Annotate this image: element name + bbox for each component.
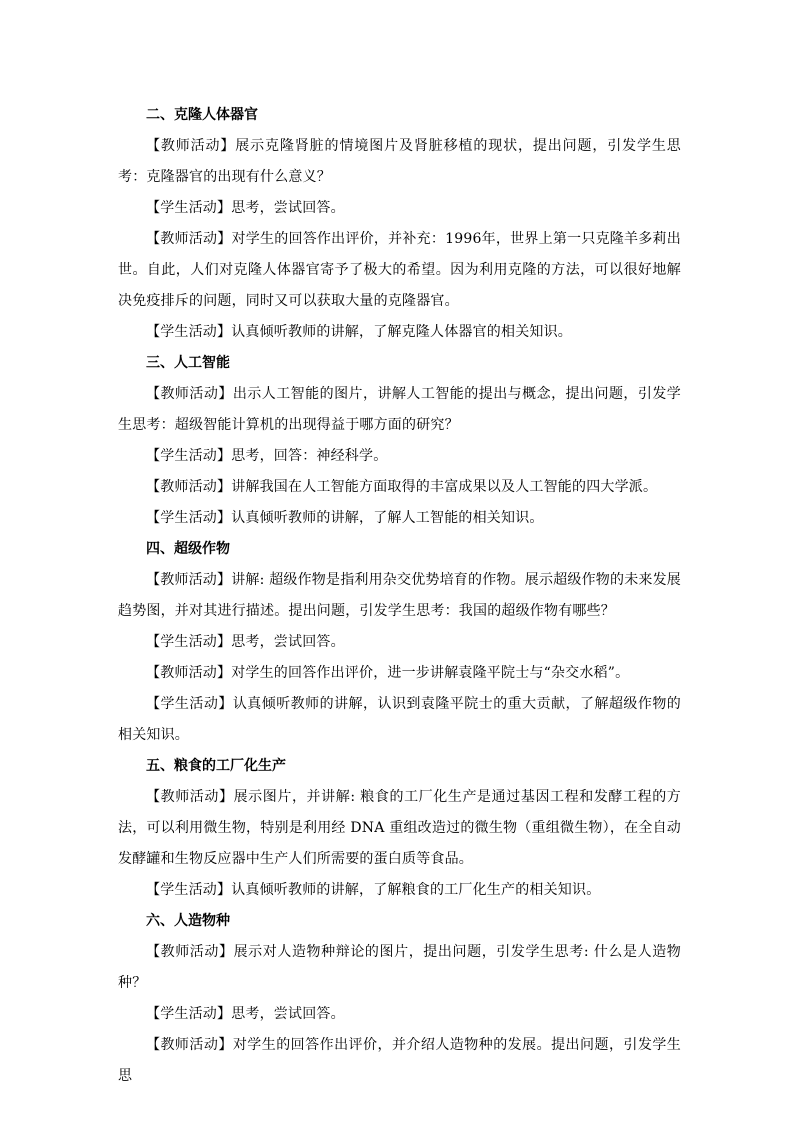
activity-text: 认真倾听教师的讲解，认识到袁隆平院士的重大贡献，了解超级作物的相关知识。 [118, 696, 682, 743]
activity-text: 认真倾听教师的讲解，了解粮食的工厂化生产的相关知识。 [231, 882, 601, 898]
activity-role: 【教师活动】 [146, 1037, 233, 1053]
activity-text: 对学生的回答作出评价，并介绍人造物种的发展。提出问题，引发学生思 [118, 1037, 682, 1084]
activity-paragraph [118, 875, 681, 906]
section-heading: 三、人工智能 [146, 355, 230, 371]
activity-role: 【学生活动】 [146, 200, 232, 216]
activity-role: 【学生活动】 [146, 634, 232, 650]
activity-role: 【教师活动】 [146, 138, 236, 154]
activity-text: 展示图片，并讲解: 粮食的工厂化生产是通过基因工程和发酵工程的方法，可以利用微生物，特别是利用经 DNA 重组改造过的微生物（重组微生物），在全自动发酵罐和生物反应器中生产人们所需要的蛋白质等食品。 [118, 789, 681, 867]
activity-paragraph [118, 503, 681, 534]
activity-paragraph [118, 937, 681, 999]
activity-text: 对学生的回答作出评价，进一步讲解袁隆平院士与“杂交水稻”。 [231, 665, 630, 681]
activity-paragraph [118, 193, 681, 224]
activity-role: 【教师活动】 [146, 665, 232, 681]
activity-role: 【教师活动】 [146, 572, 232, 588]
activity-role: 【教师活动】 [146, 944, 234, 960]
activity-paragraph [118, 224, 681, 317]
activity-text: 讲解: 超级作物是指利用杂交优势培育的作物。展示超级作物的未来发展趋势图，并对其进行描述。提出问题，引发学生思考：我国的超级作物有哪些？ [118, 572, 682, 619]
activity-text: 思考，尝试回答。 [231, 634, 345, 650]
activity-role: 【学生活动】 [146, 510, 232, 526]
activity-paragraph [118, 379, 681, 441]
section-heading: 五、粮食的工厂化生产 [146, 758, 286, 774]
activity-role: 【教师活动】 [146, 386, 233, 402]
activity-paragraph [118, 999, 681, 1030]
activity-text: 展示对人造物种辩论的图片，提出问题，引发学生思考: 什么是人造物种？ [118, 944, 681, 991]
activity-paragraph [118, 627, 681, 658]
activity-text: 认真倾听教师的讲解，了解克隆人体器官的相关知识。 [231, 324, 573, 340]
activity-paragraph [118, 658, 681, 689]
activity-paragraph [118, 317, 681, 348]
section-heading: 二、克隆人体器官 [146, 107, 258, 123]
activity-role: 【学生活动】 [146, 448, 232, 464]
activity-paragraph [118, 472, 681, 503]
activity-text: 讲解我国在人工智能方面取得的丰富成果以及人工智能的四大学派。 [231, 479, 658, 495]
activity-paragraph [118, 782, 681, 875]
activity-role: 【学生活动】 [146, 696, 233, 712]
activity-role: 【教师活动】 [146, 479, 232, 495]
section-heading: 四、超级作物 [146, 541, 230, 557]
section-heading: 六、人造物种 [146, 913, 230, 929]
activity-text: 展示克隆肾脏的情境图片及肾脏移植的现状，提出问题，引发学生思考：克隆器官的出现有什么意义？ [118, 138, 681, 185]
activity-text: 思考，回答：神经科学。 [231, 448, 388, 464]
activity-text: 对学生的回答作出评价，并补充：1996年，世界上第一只克隆羊多莉出世。自此，人们对克隆人体器官寄予了极大的希望。因为利用克隆的方法，可以很好地解决免疫排斥的问题，同时又可以获取大量的克隆器官。 [118, 231, 681, 309]
document-page [118, 100, 681, 1092]
activity-paragraph [118, 441, 681, 472]
activity-paragraph [118, 689, 681, 751]
activity-role: 【教师活动】 [146, 789, 234, 805]
activity-paragraph [118, 131, 681, 193]
activity-text: 出示人工智能的图片，讲解人工智能的提出与概念，提出问题，引发学生思考：超级智能计算机的出现得益于哪方面的研究？ [118, 386, 682, 433]
activity-paragraph [118, 1030, 681, 1092]
activity-role: 【学生活动】 [146, 882, 232, 898]
activity-paragraph [118, 565, 681, 627]
activity-role: 【学生活动】 [146, 1006, 232, 1022]
activity-role: 【教师活动】 [146, 231, 232, 247]
activity-role: 【学生活动】 [146, 324, 232, 340]
activity-text: 认真倾听教师的讲解，了解人工智能的相关知识。 [231, 510, 544, 526]
activity-text: 思考，尝试回答。 [231, 200, 345, 216]
activity-text: 思考，尝试回答。 [231, 1006, 345, 1022]
